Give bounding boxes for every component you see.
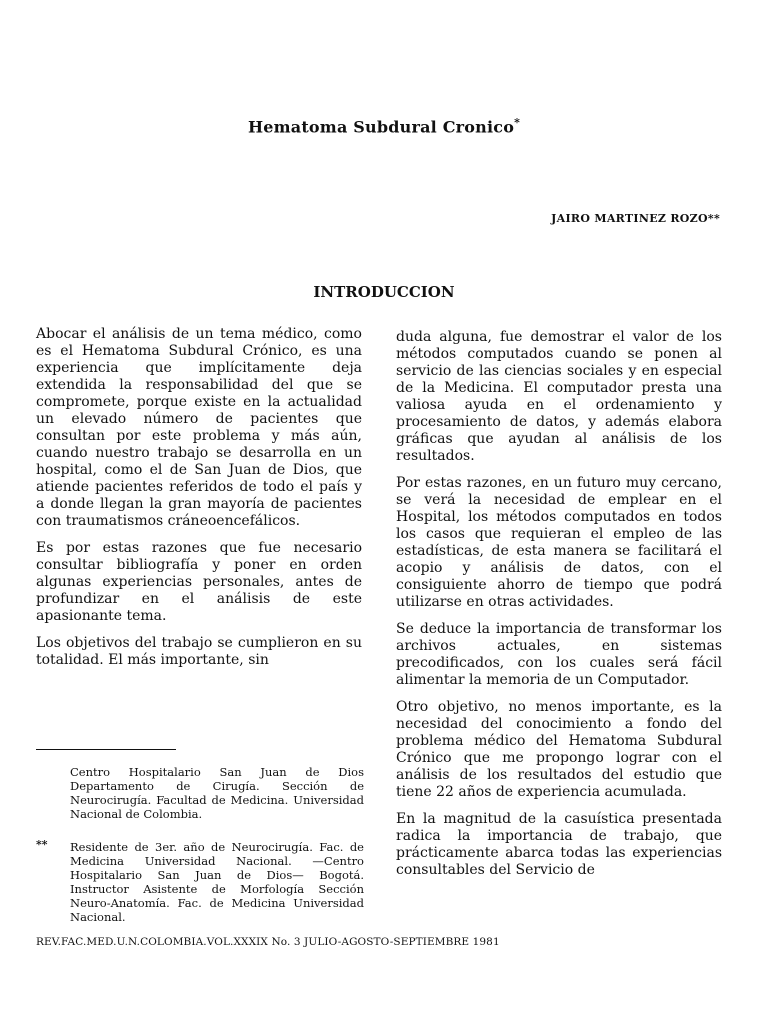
right-column xyxy=(396,329,722,889)
footnote-divider xyxy=(36,749,176,750)
paragraph: Abocar el análisis de un tema médico, como es el Hematoma Subdural Crónico, es una experiencia que implícitamente deja extendida la responsabilidad del que se compromete, porque existe en la actualidad un elevado número de pacientes que consultan por este problema y más aún, cuando nuestro trabajo se desarrolla en un hospital, como el de San Juan de Dios, que atiende pacientes referidos de todo el país y a donde llegan la gran mayoría de pacientes con traumatismos cráneoencefálicos. xyxy=(36,326,362,529)
paragraph: Por estas razones, en un futuro muy cercano, se verá la necesidad de emplear en el Hospital, los métodos computados en todos los casos que requieran el empleo de las estadísticas, de esta manera se facilitará el acopio y análisis de datos, con el consiguiente ahorro de tiempo que podrá utilizarse en otras actividades. xyxy=(396,475,722,610)
paragraph: Otro objetivo, no menos importante, es la necesidad del conocimiento a fondo del problema médico del Hematoma Subdural Crónico que me propongo lograr con el análisis de los resultados del estudio que tiene 22 años de experiencia acumulada. xyxy=(396,699,722,800)
left-column xyxy=(36,326,362,679)
paragraph: Los objetivos del trabajo se cumplieron en su totalidad. El más importante, sin xyxy=(36,635,362,668)
article-title: Hematoma Subdural Cronico* xyxy=(247,116,521,137)
paragraph: En la magnitud de la casuística presentada radica la importancia de trabajo, que prácticamente abarca todas las experiencias consultables del Servicio de xyxy=(396,811,722,878)
footnote-mark: ** xyxy=(36,838,48,851)
paragraph: Se deduce la importancia de transformar los archivos actuales, en sistemas precodificados, con los cuales será fácil alimentar la memoria de un Computador. xyxy=(396,621,722,688)
author-name: JAIRO MARTINEZ ROZO** xyxy=(551,212,720,225)
journal-citation: REV.FAC.MED.U.N.COLOMBIA.VOL.XXXIX No. 3 JULIO-AGOSTO-SEPTIEMBRE 1981 xyxy=(36,936,500,948)
section-heading: INTRODUCCION xyxy=(313,283,455,301)
paragraph: duda alguna, fue demostrar el valor de los métodos computados cuando se ponen al servicio de las ciencias sociales y en especial de la Medicina. El computador presta una valiosa ayuda en el ordenamiento y procesamiento de datos, y además elabora gráficas que ayudan al análisis de los resultados. xyxy=(396,329,722,464)
paragraph: Es por estas razones que fue necesario consultar bibliografía y poner en orden algunas experiencias personales, antes de profundizar en el análisis de este apasionante tema. xyxy=(36,540,362,624)
title-footnote-mark: * xyxy=(514,116,521,129)
footnote-author-bio: Residente de 3er. año de Neurocirugía. Fac. de Medicina Universidad Nacional. —Centro Hospitalario San Juan de Dios— Bogotá. Instructor Asistente de Morfología Sección Neuro-Anatomía. Fac. de Medicina Universidad Nacional. xyxy=(70,840,364,924)
footnote-affiliation: Centro Hospitalario San Juan de Dios Departamento de Cirugía. Sección de Neurocirugía. Facultad de Medicina. Universidad Nacional de Colombia. xyxy=(70,765,364,821)
